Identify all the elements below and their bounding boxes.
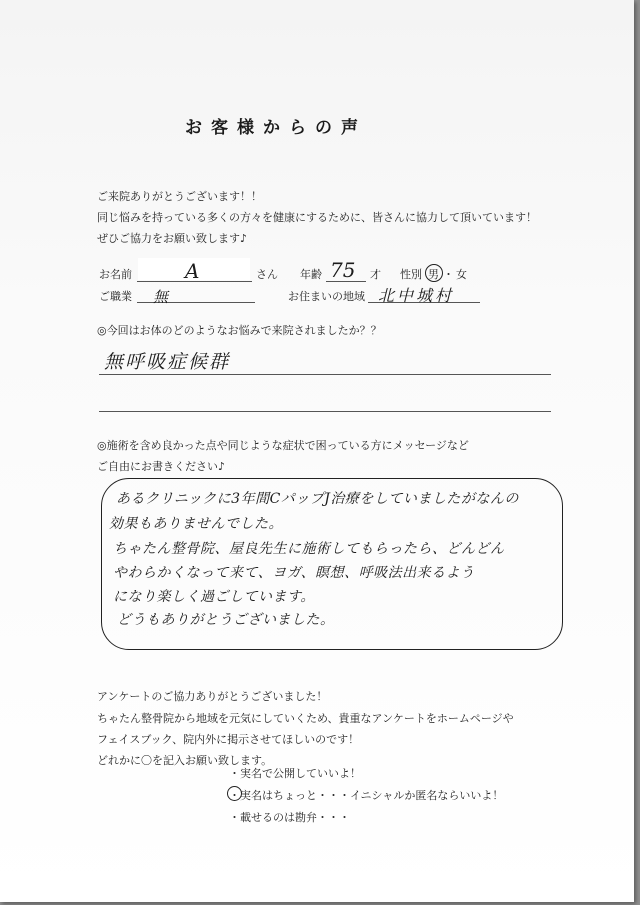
page-title: お客様からの声: [185, 118, 367, 138]
intro-line: ご来院ありがとうございます！！: [97, 190, 262, 203]
gender-female: 女: [456, 268, 467, 281]
option-circle-mark: [227, 786, 242, 801]
option-initials: ・実名はちょっと・・・イニシャルか匿名ならいいよ！: [229, 789, 504, 802]
intro-line: 同じ悩みを持っている多くの方々を健康にするために、皆さんに協力して頂いています！: [97, 211, 537, 224]
question-2-sub: ご自由にお書きください♪: [97, 460, 226, 473]
closing-line: アンケートのご協力ありがとうございました！: [97, 690, 328, 703]
message-line: 効果もありませんでした。: [109, 516, 283, 532]
option-public: ・実名で公開していいよ！: [229, 767, 361, 780]
message-line: になり楽しく過ごしています。: [113, 589, 315, 605]
question-1: ◎今回はお体のどのようなお悩みで来院されましたか？？: [97, 324, 382, 337]
name-label: お名前: [99, 268, 132, 281]
question-2: ◎施術を含め良かった点や同じような症状で困っている方にメッセージなど: [97, 439, 469, 452]
message-line: あるクリニックに3年間CパップJ治療をしていましたがなんの: [116, 491, 519, 507]
closing-line: フェイスブック、院内外に掲示させてほしいのです！: [97, 733, 360, 746]
intro-line: ぜひご協力をお願い致します♪: [97, 232, 248, 245]
name-value: A: [185, 259, 200, 283]
gender-separator: ・: [443, 268, 454, 281]
answer-line: [99, 411, 551, 412]
answer-line: [99, 374, 551, 375]
name-suffix: さん: [256, 268, 278, 281]
age-value: 75: [330, 258, 356, 282]
gender-circle-mark: [425, 264, 443, 282]
message-line: ちゃたん整骨院、屋良先生に施術してもらったら、どんどん: [113, 541, 505, 557]
age-label: 年齢: [300, 268, 322, 281]
message-line: どうもありがとうございました。: [117, 612, 335, 628]
gender-label: 性別: [400, 268, 422, 281]
age-suffix: 才: [370, 268, 381, 281]
address-value: 北中城村: [378, 286, 455, 305]
message-line: やわらかくなって来て、ヨガ、瞑想、呼吸法出来るよう: [113, 565, 475, 581]
closing-line: どれかに〇を記入お願い致します。: [97, 754, 273, 767]
job-value: 無: [153, 288, 169, 306]
job-label: ご職業: [99, 290, 132, 303]
option-decline: ・載せるのは勘弁・・・: [229, 811, 350, 824]
closing-line: ちゃたん整骨院から地域を元気にしていくため、貴重なアンケートをホームページや: [97, 712, 514, 725]
address-label: お住まいの地域: [288, 290, 365, 303]
answer-1: 無呼吸症候群: [104, 351, 231, 373]
gender-male: 男: [428, 268, 439, 281]
